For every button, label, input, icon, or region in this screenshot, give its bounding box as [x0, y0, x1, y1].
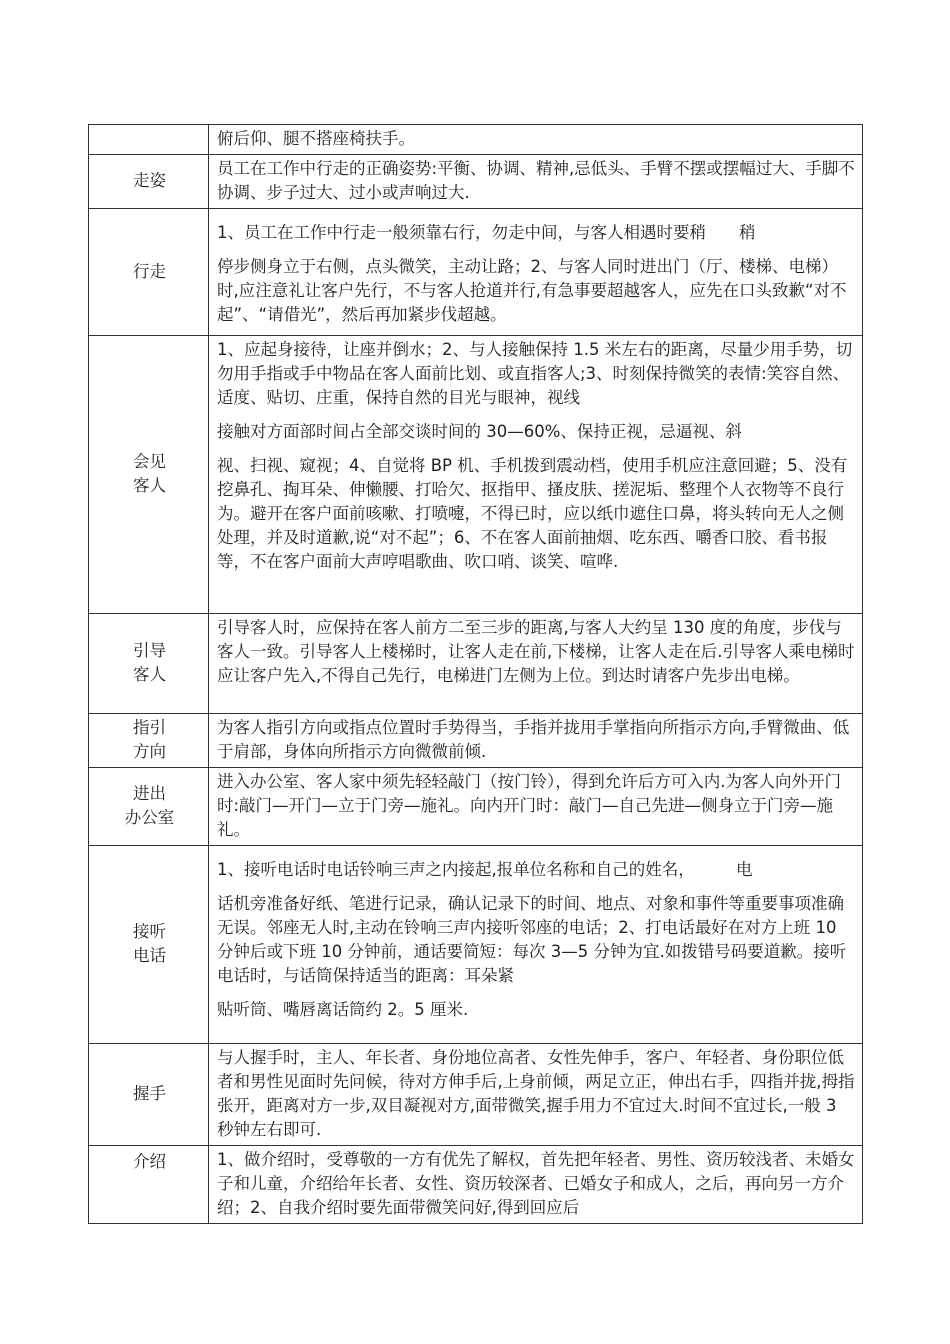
- table-row: [89, 155, 863, 209]
- row-content: 进入办公室、客人家中须先轻轻敲门（按门铃），得到允许后方可入内.为客人向外开门时:敲门—开门—立于门旁—施礼。向内开门时：敲门—自己先进—侧身立于门旁—施礼。: [209, 768, 863, 846]
- row-label: 握手: [89, 1044, 209, 1146]
- row-content: 引导客人时，应保持在客人前方二至三步的距离,与客人大约呈 130 度的角度，步伐与客人一致。引导客人上楼梯时，让客人走在前,下楼梯，让客人走在后.引导客人乘电梯时应让客户先入,不得自己先行，电梯进门左侧为上位。到达时请客户先步出电梯。: [209, 614, 863, 714]
- row-label: 进出 办公室: [89, 768, 209, 846]
- row-label: 指引 方向: [89, 714, 209, 768]
- row-content: 1、做介绍时，受尊敬的一方有优先了解权，首先把年轻者、男性、资历较浅者、未婚女子和儿童，介绍给年长者、女性、资历较深者、已婚女子和成人，之后，再向另一方介绍；2、自我介绍时要先面带微笑问好,得到回应后: [209, 1146, 863, 1224]
- row-content: 1、接听电话时电话铃响三声之内接起,报单位名称和自己的姓名， 电 话机旁准备好纸、笔进行记录，确认记录下的时间、地点、对象和事件等重要事项准确无误。邻座无人时,主动在铃响三声内接听邻座的电话；2、打电话最好在对方上班 10 分钟后或下班 10 分钟前，通话要简短：每次 3—5 分钟为宜.如拨错号码要道歉。接听电话时，与话筒保持适当的距离：耳朵紧 贴听筒、嘴唇离话筒约 2。5 厘米.: [209, 846, 863, 1044]
- row-content: 为客人指引方向或指点位置时手势得当，手指并拢用手掌指向所指示方向,手臂微曲、低于肩部，身体向所指示方向微微前倾.: [209, 714, 863, 768]
- row-content: 1、应起身接待，让座并倒水；2、与人接触保持 1.5 米左右的距离，尽量少用手势，切勿用手指或手中物品在客人面前比划、或直指客人;3、时刻保持微笑的表情:笑容自然、适度、贴切、庄重，保持自然的目光与眼神，视线 接触对方面部时间占全部交谈时间的 30—60%、保持正视，忌逼视、斜 视、扫视、窥视；4、自觉将 BP 机、手机拨到震动档，使用手机应注意回避；5、没有挖鼻孔、掏耳朵、伸懒腰、打哈欠、抠指甲、搔皮肤、搓泥垢、整理个人衣物等不良行为。避开在客户面前咳嗽、打喷嚏，不得已时，应以纸巾遮住口鼻，将头转向无人之侧处理，并及时道歉,说“对不起”；6、不在客人面前抽烟、吃东西、嚼香口胶、看书报等，不在客户面前大声哼唱歌曲、吹口哨、谈笑、喧哗.: [209, 336, 863, 614]
- table-row: [89, 768, 863, 846]
- row-label: 会见 客人: [89, 336, 209, 614]
- table-row: [89, 714, 863, 768]
- row-content: 员工在工作中行走的正确姿势:平衡、协调、精神,忌低头、手臂不摆或摆幅过大、手脚不协调、步子过大、过小或声响过大.: [209, 155, 863, 209]
- row-label: 引导 客人: [89, 614, 209, 714]
- row-label: 介绍: [89, 1146, 209, 1224]
- row-label: 行走: [89, 209, 209, 336]
- table-row: [89, 209, 863, 336]
- row-content: 与人握手时，主人、年长者、身份地位高者、女性先伸手，客户、年轻者、身份职位低者和男性见面时先问候，待对方伸手后,上身前倾，两足立正，伸出右手，四指并拢,拇指张开，距离对方一步,双目凝视对方,面带微笑,握手用力不宜过大.时间不宜过长,一般 3 秒钟左右即可.: [209, 1044, 863, 1146]
- table-row: [89, 1146, 863, 1224]
- etiquette-table: [88, 124, 863, 1224]
- table-row: [89, 1044, 863, 1146]
- row-label: 接听 电话: [89, 846, 209, 1044]
- row-content: 1、员工在工作中行走一般须靠右行，勿走中间，与客人相遇时要稍 稍 停步侧身立于右侧，点头微笑，主动让路；2、与客人同时进出门（厅、楼梯、电梯）时,应注意礼让客户先行，不与客人抢道并行,有急事要超越客人，应先在口头致歉“对不起”、“请借光”，然后再加紧步伐超越。: [209, 209, 863, 336]
- table-row: [89, 336, 863, 614]
- table-row: [89, 125, 863, 155]
- table-row: [89, 846, 863, 1044]
- row-label: [89, 125, 209, 155]
- table-row: [89, 614, 863, 714]
- row-content: 俯后仰、腿不搭座椅扶手。: [209, 125, 863, 155]
- row-label: 走姿: [89, 155, 209, 209]
